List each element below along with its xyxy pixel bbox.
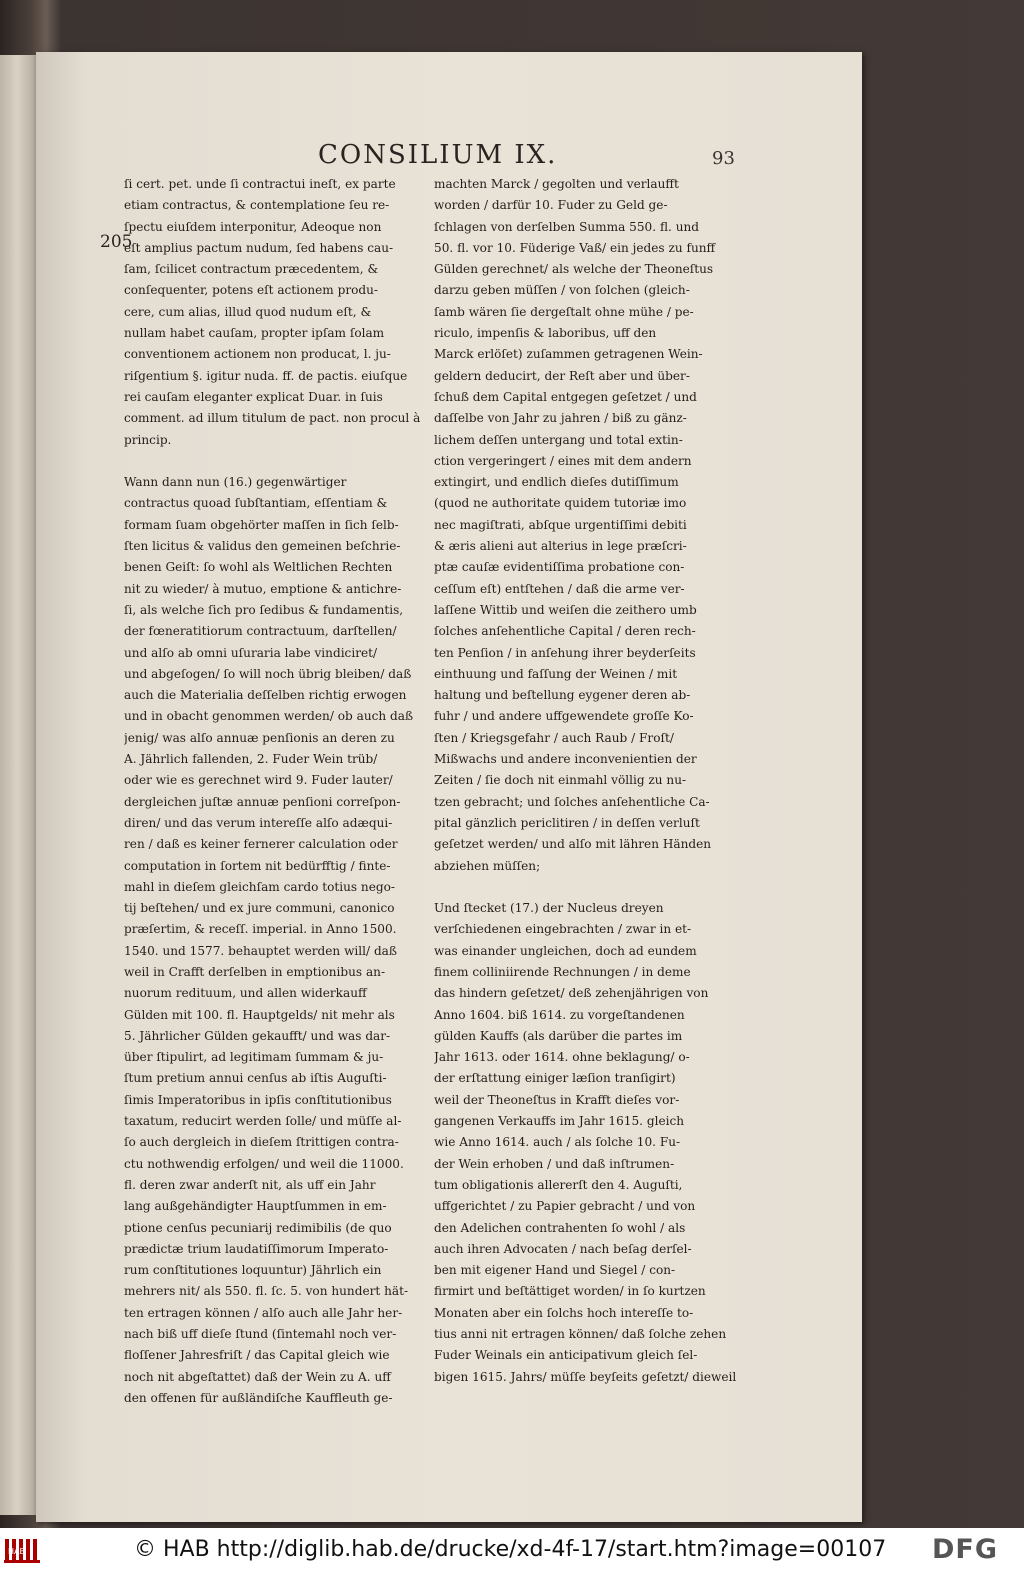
text-line: weil in Crafft derſelben in emptionibus an- [124, 964, 386, 979]
text-line: wie Anno 1614. auch / als ſolche 10. Fu- [434, 1135, 681, 1150]
text-line: nach biß uff dieſe ſtund (ſintemahl noch ver- [124, 1327, 397, 1342]
text-line: geſetzet werden/ und alſo mit lähren Händen [434, 837, 712, 852]
text-line: Wann dann nun (16.) gegenwärtiger [124, 475, 347, 490]
text-line: und in obacht genommen werden/ ob auch daß [124, 709, 414, 724]
text-line: ſi, als welche ſich pro ſedibus & fundamentis, [124, 602, 404, 617]
text-line: etiam contractus, & contemplatione ſeu re- [124, 198, 390, 213]
text-line: firmirt und beſtättiget worden/ in ſo kurtzen [434, 1284, 706, 1299]
text-line: haltung und beſtellung eygener deren ab- [434, 688, 691, 703]
right-text-column [434, 174, 736, 1388]
text-line: ren / daß es keiner fernerer calculation oder [124, 837, 398, 852]
text-line: gülden Kauffs (als darüber die partes im [434, 1028, 683, 1043]
text-line: Zeiten / ſie doch nit einmahl völlig zu nu- [434, 773, 687, 788]
text-line: lang außgehändigter Hauptſummen in em- [124, 1199, 387, 1214]
text-line: tzen gebracht; und ſolches anſehentliche Ca- [434, 794, 710, 809]
text-line: geldern deducirt, der Reſt aber und über- [434, 368, 690, 383]
text-line: gangenen Verkauffs im Jahr 1615. gleich [434, 1114, 685, 1129]
page-number: 93 [712, 148, 735, 169]
text-line: ſpectu eiuſdem interponitur, Adeoque non [124, 219, 382, 234]
text-line: darzu geben müſſen / von ſolchen (gleich- [434, 283, 690, 298]
text-line: tij beſtehen/ und ex jure communi, canonico [124, 901, 395, 916]
text-line: Und ſtecket (17.) der Nucleus dreyen [434, 901, 664, 916]
text-line: abziehen müſſen; [434, 858, 541, 873]
text-line: und abgeſogen/ ſo will noch übrig bleiben/ daß [124, 666, 412, 681]
copyright-url[interactable]: © HAB http://diglib.hab.de/drucke/xd-4f-17/start.htm?image=00107 [134, 1537, 887, 1562]
text-line: weil der Theoneſtus in Krafft dieſes vor- [434, 1092, 680, 1107]
text-line: conſequenter, potens eſt actionem produ- [124, 283, 378, 298]
text-line: und alſo ab omni uſuraria labe vindiciret/ [124, 645, 378, 660]
text-line: Gülden mit 100. fl. Hauptgelds/ nit mehr als [124, 1007, 395, 1022]
text-line [124, 451, 424, 472]
text-line: Anno 1604. biß 1614. zu vorgeſtandenen [434, 1007, 685, 1022]
text-line: ſo auch dergleich in dieſem ſtrittigen contra- [124, 1135, 399, 1150]
text-line: was einander ungleichen, doch ad eundem [434, 943, 697, 958]
text-line: uffgerichtet / zu Papier gebracht / und von [434, 1199, 696, 1214]
text-line: comment. ad illum titulum de pact. non procul à [124, 411, 421, 426]
text-line: der Wein erhoben / und daß inſtrumen- [434, 1156, 675, 1171]
text-line: taxatum, reducirt werden ſolle/ und müſſe al- [124, 1114, 402, 1129]
text-line: riſgentium §. igitur nuda. ff. de pactis. eiuſque [124, 368, 408, 383]
text-line: pital gänzlich periclitiren / in deſſen verluſt [434, 815, 700, 830]
svg-text:HAB: HAB [8, 1547, 25, 1556]
text-line: finem colliniirende Rechnungen / in deme [434, 964, 691, 979]
text-line: noch nit abgeſtattet) daß der Wein zu A. uff [124, 1369, 391, 1384]
text-line: ptione cenſus pecuniarij redimibilis (de quo [124, 1220, 392, 1235]
text-line: & æris alieni aut alterius in lege præſcri- [434, 539, 687, 554]
text-line: diren/ und das verum intereſſe alſo adæqui- [124, 815, 393, 830]
text-line: nullam habet cauſam, propter ipſam ſolam [124, 326, 385, 341]
text-line: verſchiedenen eingebrachten / zwar in et- [434, 922, 692, 937]
text-line: ten ertragen können / alſo auch alle Jahr her- [124, 1305, 403, 1320]
text-line: conventionem actionem non producat, l. ju- [124, 347, 391, 362]
text-line [434, 877, 736, 898]
text-line: nuorum redituum, und allen widerkauff [124, 986, 367, 1001]
text-line: (quod ne authoritate quidem tutoriæ imo [434, 496, 687, 511]
text-line: das hindern geſetzet/ deß zehenjährigen von [434, 986, 709, 1001]
text-line: den offenen für außländiſche Kauffleuth ge- [124, 1390, 393, 1405]
text-line: ben mit eigener Hand und Siegel / con- [434, 1263, 676, 1278]
hab-logo-icon [4, 1536, 44, 1564]
text-line: lichem deſſen untergang und total extin- [434, 432, 683, 447]
text-line: ctu nothwendig erfolgen/ und weil die 11000. [124, 1156, 404, 1171]
text-line: ction vergeringert / eines mit dem andern [434, 453, 692, 468]
text-line: præſertim, & receſſ. imperial. in Anno 1500. [124, 922, 397, 937]
text-line: der erſtattung einiger læſion tranſigirt) [434, 1071, 676, 1086]
text-line: ſchuß dem Capital entgegen geſetzet / und [434, 389, 697, 404]
text-line: riculo, impenſis & laboribus, uff den [434, 326, 657, 341]
text-line: ſi cert. pet. unde ſi contractui ineſt, ex parte [124, 177, 396, 191]
text-line: ſchlagen von derſelben Summa 550. fl. und [434, 219, 700, 234]
text-line: auch ihren Advocaten / nach beſag derſel- [434, 1241, 692, 1256]
text-line: machten Marck / gegolten und verlaufft [434, 177, 679, 191]
text-line: computation in ſortem nit bedürfftig / finte- [124, 858, 391, 873]
text-line: fuhr / und andere uffgewendete groſſe Ko- [434, 709, 694, 724]
text-line: einthuung und faſſung der Weinen / mit [434, 666, 678, 681]
dfg-logo: DFG [932, 1534, 999, 1565]
text-line: ſten licitus & validus den gemeinen beſchrie- [124, 539, 401, 554]
text-line: mehrers nit/ als 550. fl. ſc. 5. von hundert hät- [124, 1284, 409, 1299]
text-line: Monaten aber ein ſolchs hoch intereſſe to- [434, 1305, 694, 1320]
text-line: daſſelbe von Jahr zu jahren / biß zu gänz- [434, 411, 687, 426]
text-line: 1540. und 1577. behauptet werden will/ daß [124, 943, 397, 958]
margin-number: 205 [100, 232, 133, 252]
left-text-column [124, 174, 424, 1409]
text-line: eſt amplius pactum nudum, ſed habens cau- [124, 240, 394, 255]
text-line: Jahr 1613. oder 1614. ohne beklagung/ o- [434, 1050, 690, 1065]
text-line: tum obligationis allererſt den 4. Auguſti, [434, 1177, 683, 1192]
text-line: tius anni nit ertragen können/ daß ſolche zehen [434, 1327, 727, 1342]
text-line: ſten / Kriegsgefahr / auch Raub / Froſt/ [434, 730, 674, 745]
text-line: extingirt, und endlich dieſes dutiſſimum [434, 475, 679, 490]
text-line: worden / darfür 10. Fuder zu Geld ge- [434, 198, 668, 213]
text-line: ſam, ſcilicet contractum præcedentem, & [124, 262, 379, 277]
text-line: ſtum pretium annui cenſus ab iſtis Auguſti- [124, 1071, 387, 1086]
text-line: Gülden gerechnet/ als welche der Theoneſtus [434, 262, 714, 277]
text-line: nec magiſtrati, abſque urgentiſſimi debiti [434, 517, 687, 532]
text-line: fl. deren zwar anderſt nit, als uff ein Jahr [124, 1177, 376, 1192]
text-line: rum conſtitutiones loquuntur) Jährlich ein [124, 1263, 382, 1278]
text-line: cere, cum alias, illud quod nudum eſt, & [124, 304, 372, 319]
text-line: bigen 1615. Jahrs/ müſſe beyſeits geſetzt/ dieweil [434, 1369, 736, 1384]
text-line: Mißwachs und andere inconvenientien der [434, 752, 697, 767]
text-line: den Adelichen contrahenten ſo wohl / als [434, 1220, 686, 1235]
text-line: prædictæ trium laudatiſſimorum Imperato- [124, 1241, 389, 1256]
text-line: Fuder Weinals ein anticipativum gleich ſel- [434, 1348, 698, 1363]
text-line: nit zu wieder/ à mutuo, emptione & antichre- [124, 581, 402, 596]
text-line: dergleichen juſtæ annuæ penſioni correſpon- [124, 794, 401, 809]
text-line: A. Jährlich fallenden, 2. Fuder Wein trüb/ [124, 752, 378, 767]
text-line: ſimis Imperatoribus in ipſis conſtitutionibus [124, 1092, 392, 1107]
text-line: 50. fl. vor 10. Füderige Vaß/ ein jedes zu funff [434, 240, 716, 255]
text-line: floſſener Jahresfriſt / das Capital gleich wie [124, 1348, 390, 1363]
text-line: formam ſuam obgehörter maſſen in ſich ſelb- [124, 517, 399, 532]
text-line: contractus quoad ſubſtantiam, eſſentiam & [124, 496, 388, 511]
page-title: CONSILIUM IX. [318, 140, 558, 170]
text-line: ptæ cauſæ evidentiſſima probatione con- [434, 560, 685, 575]
text-line: ceſſum eſt) entſtehen / daß die arme ver- [434, 581, 685, 596]
text-line: rei cauſam eleganter explicat Duar. in ſuis [124, 389, 383, 404]
text-line: über ſtipulirt, ad legitimam ſummam & ju- [124, 1050, 384, 1065]
text-line: ten Penſion / in anſehung ihrer beyderſeits [434, 645, 696, 660]
text-line: oder wie es gerechnet wird 9. Fuder lauter/ [124, 773, 393, 788]
text-line: ſamb wären ſie dergeſtalt ohne mühe / pe- [434, 304, 694, 319]
text-line: 5. Jährlicher Gülden gekaufft/ und was dar- [124, 1028, 391, 1043]
text-line: der fœneratitiorum contractuum, darſtellen/ [124, 624, 397, 639]
text-line: ſolches anſehentliche Capital / deren rech- [434, 624, 696, 639]
text-line: laſſene Wittib und weiſen die zeithero umb [434, 602, 697, 617]
text-line: auch die Materialia deſſelben richtig erwogen [124, 688, 407, 703]
footer-bar [0, 1528, 1024, 1572]
text-line: Marck erlöſet) zuſammen getragenen Wein- [434, 347, 703, 362]
text-line: jenig/ was alſo annuæ penſionis an deren zu [124, 730, 395, 745]
text-line: mahl in dieſem gleichſam cardo totius nego- [124, 879, 395, 894]
text-line: benen Geiſt: ſo wohl als Weltlichen Rechten [124, 560, 393, 575]
text-line: princip. [124, 432, 172, 447]
